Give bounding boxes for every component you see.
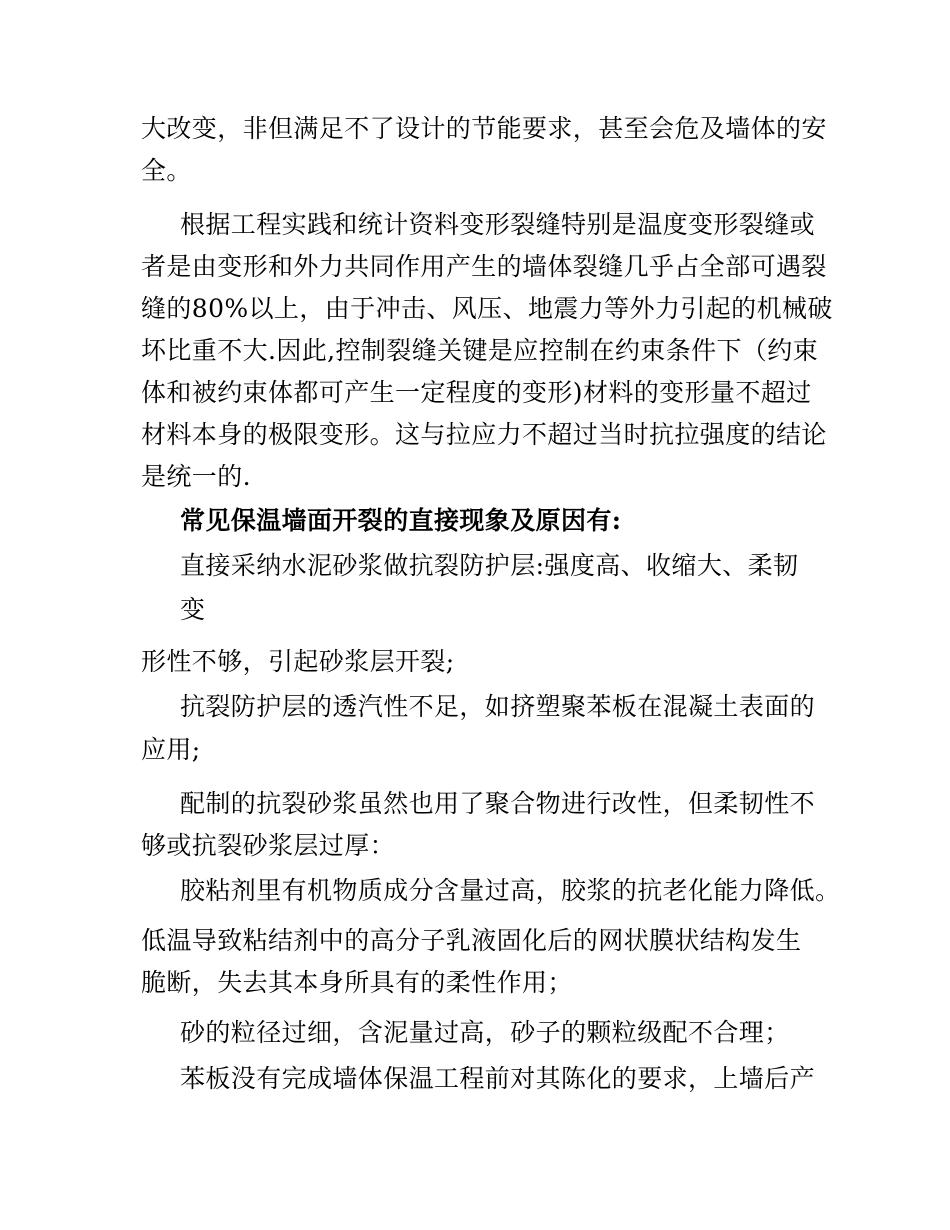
- text-line: 低温导致粘结剂中的高分子乳液固化后的网状膜状结构发生: [141, 926, 802, 955]
- text-line: 胶粘剂里有机物质成分含量过高，胶浆的抗老化能力降低。: [180, 876, 841, 905]
- text-line: 变: [180, 595, 206, 624]
- text-line: 够或抗裂砂浆层过厚：: [141, 831, 396, 860]
- text-line: 大改变，非但满足不了设计的节能要求，甚至会危及墙体的安: [141, 114, 827, 143]
- text-line: 根据工程实践和统计资料变形裂缝特别是温度变形裂缝或: [180, 210, 816, 239]
- text-line: 抗裂防护层的透汽性不足，如挤塑聚苯板在混凝土表面的: [180, 692, 816, 721]
- text-line: 直接采纳水泥砂浆做抗裂防护层:强度高、收缩大、柔韧: [180, 551, 799, 580]
- text-line: 全。: [141, 156, 192, 185]
- text-line: 体和被约束体都可产生一定程度的变形)材料的变形量不超过: [141, 378, 812, 407]
- text-line: 脆断，失去其本身所具有的柔性作用；: [141, 968, 573, 997]
- text-line: 砂的粒径过细，含泥量过高，砂子的颗粒级配不合理；: [180, 1018, 790, 1047]
- text-line: 形性不够，引起砂浆层开裂;: [141, 647, 455, 676]
- text-line: 是统一的.: [141, 462, 251, 491]
- text-line: 缝的80%以上，由于冲击、风压、地震力等外力引起的机械破: [141, 294, 833, 323]
- text-line: 坏比重不大.因此,控制裂缝关键是应控制在约束条件下（约束: [141, 336, 819, 365]
- text-line: 材料本身的极限变形。这与拉应力不超过当时抗拉强度的结论: [141, 420, 827, 449]
- section-heading: 常见保温墙面开裂的直接现象及原因有:: [180, 506, 622, 535]
- text-line: 者是由变形和外力共同作用产生的墙体裂缝几乎占全部可遇裂: [141, 252, 827, 281]
- text-line: 应用;: [141, 735, 201, 764]
- text-line: 苯板没有完成墙体保温工程前对其陈化的要求，上墙后产: [180, 1064, 816, 1093]
- text-line: 配制的抗裂砂浆虽然也用了聚合物进行改性，但柔韧性不: [180, 789, 816, 818]
